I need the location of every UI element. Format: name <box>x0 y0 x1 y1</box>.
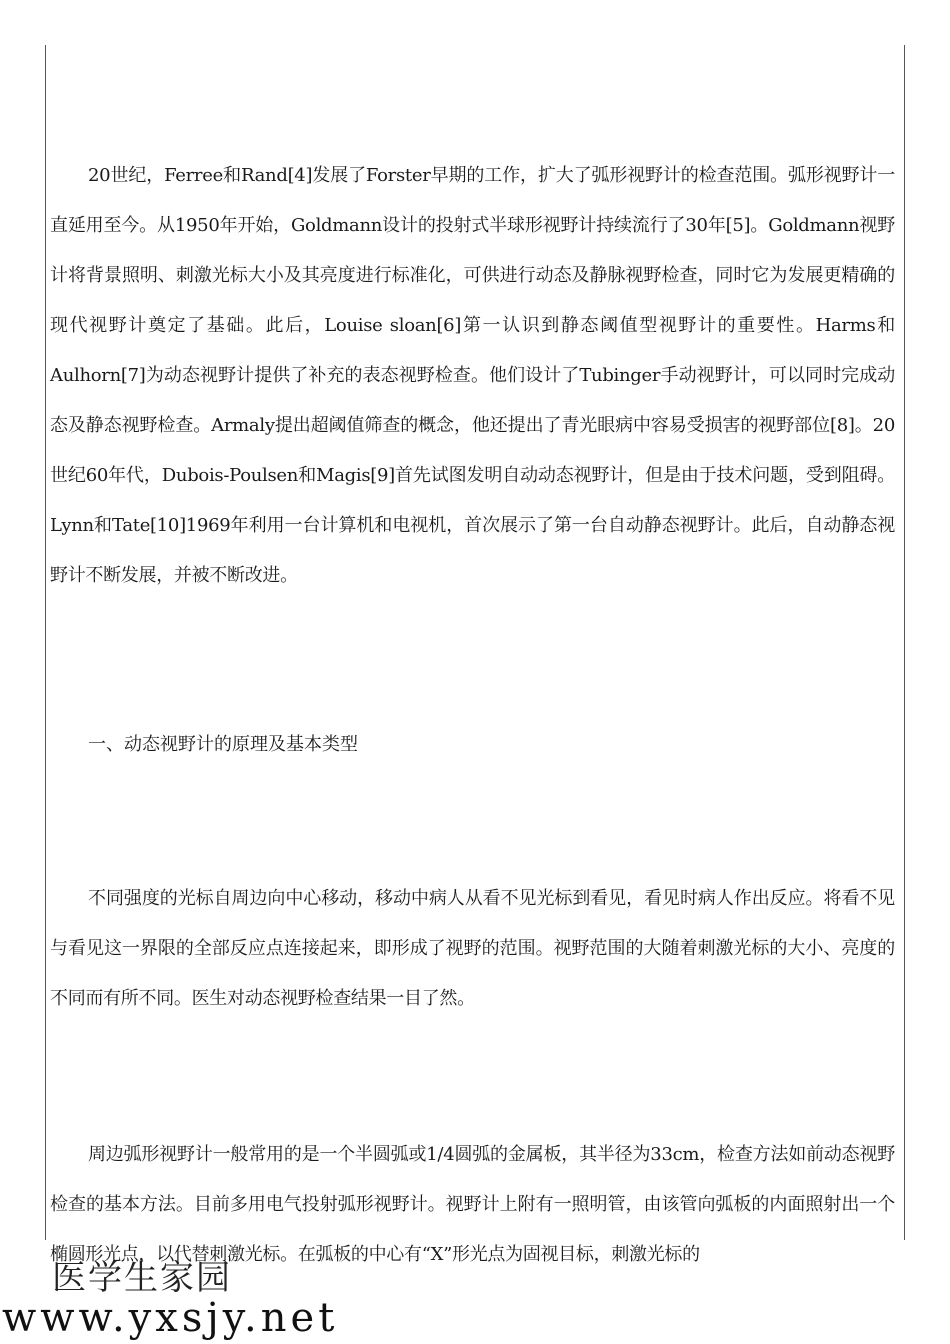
document-body <box>50 151 895 1280</box>
section-heading: 一、动态视野计的原理及基本类型 <box>88 734 358 755</box>
right-border-line <box>904 45 905 1240</box>
watermark-url: www.yxsjy.net <box>2 1295 339 1341</box>
left-border-line <box>45 45 46 1240</box>
paragraph-arc-perimeter: 周边弧形视野计一般常用的是一个半圆弧或1/4圆弧的金属板，其半径为33cm，检查方法如前动态视野检查的基本方法。目前多用电气投射弧形视野计。视野计上附有一照明管，由该管向弧板的内面照射出一个椭圆形光点，以代替刺激光标。在弧板的中心有“X”形光点为固视目标，刺激光标的 <box>50 1144 895 1265</box>
watermark <box>0 1258 950 1344</box>
paragraph-history: 20世纪，Ferree和Rand[4]发展了Forster早期的工作，扩大了弧形视野计的检查范围。弧形视野计一直延用至今。从1950年开始，Goldmann设计的投射式半球形视野计持续流行了30年[5]。Goldmann视野计将背景照明、刺激光标大小及其亮度进行标准化，可供进行动态及静脉视野检查，同时它为发展更精确的现代视野计奠定了基础。此后，Louise sloan[6]第一认识到静态阈值型视野计的重要性。Harms和Aulhorn[7]为动态视野计提供了补充的表态视野检查。他们设计了Tubinger手动视野计，可以同时完成动态及静态视野检查。Armaly提出超阈值筛查的概念，他还提出了青光眼病中容易受损害的视野部位[8]。20世纪60年代，Dubois-Poulsen和Magis[9]首先试图发明自动动态视野计，但是由于技术问题，受到阻碍。Lynn和Tate[10]1969年利用一台计算机和电视机，首次展示了第一台自动静态视野计。此后，自动静态视野计不断发展，并被不断改进。 <box>50 165 895 586</box>
watermark-site-name: 医学生家园 <box>52 1258 232 1298</box>
paragraph-dynamic-principle: 不同强度的光标自周边向中心移动，移动中病人从看不见光标到看见，看见时病人作出反应。将看不见与看见这一界限的全部反应点连接起来，即形成了视野的范围。视野范围的大随着刺激光标的大小、亮度的不同而有所不同。医生对动态视野检查结果一目了然。 <box>50 888 895 1009</box>
